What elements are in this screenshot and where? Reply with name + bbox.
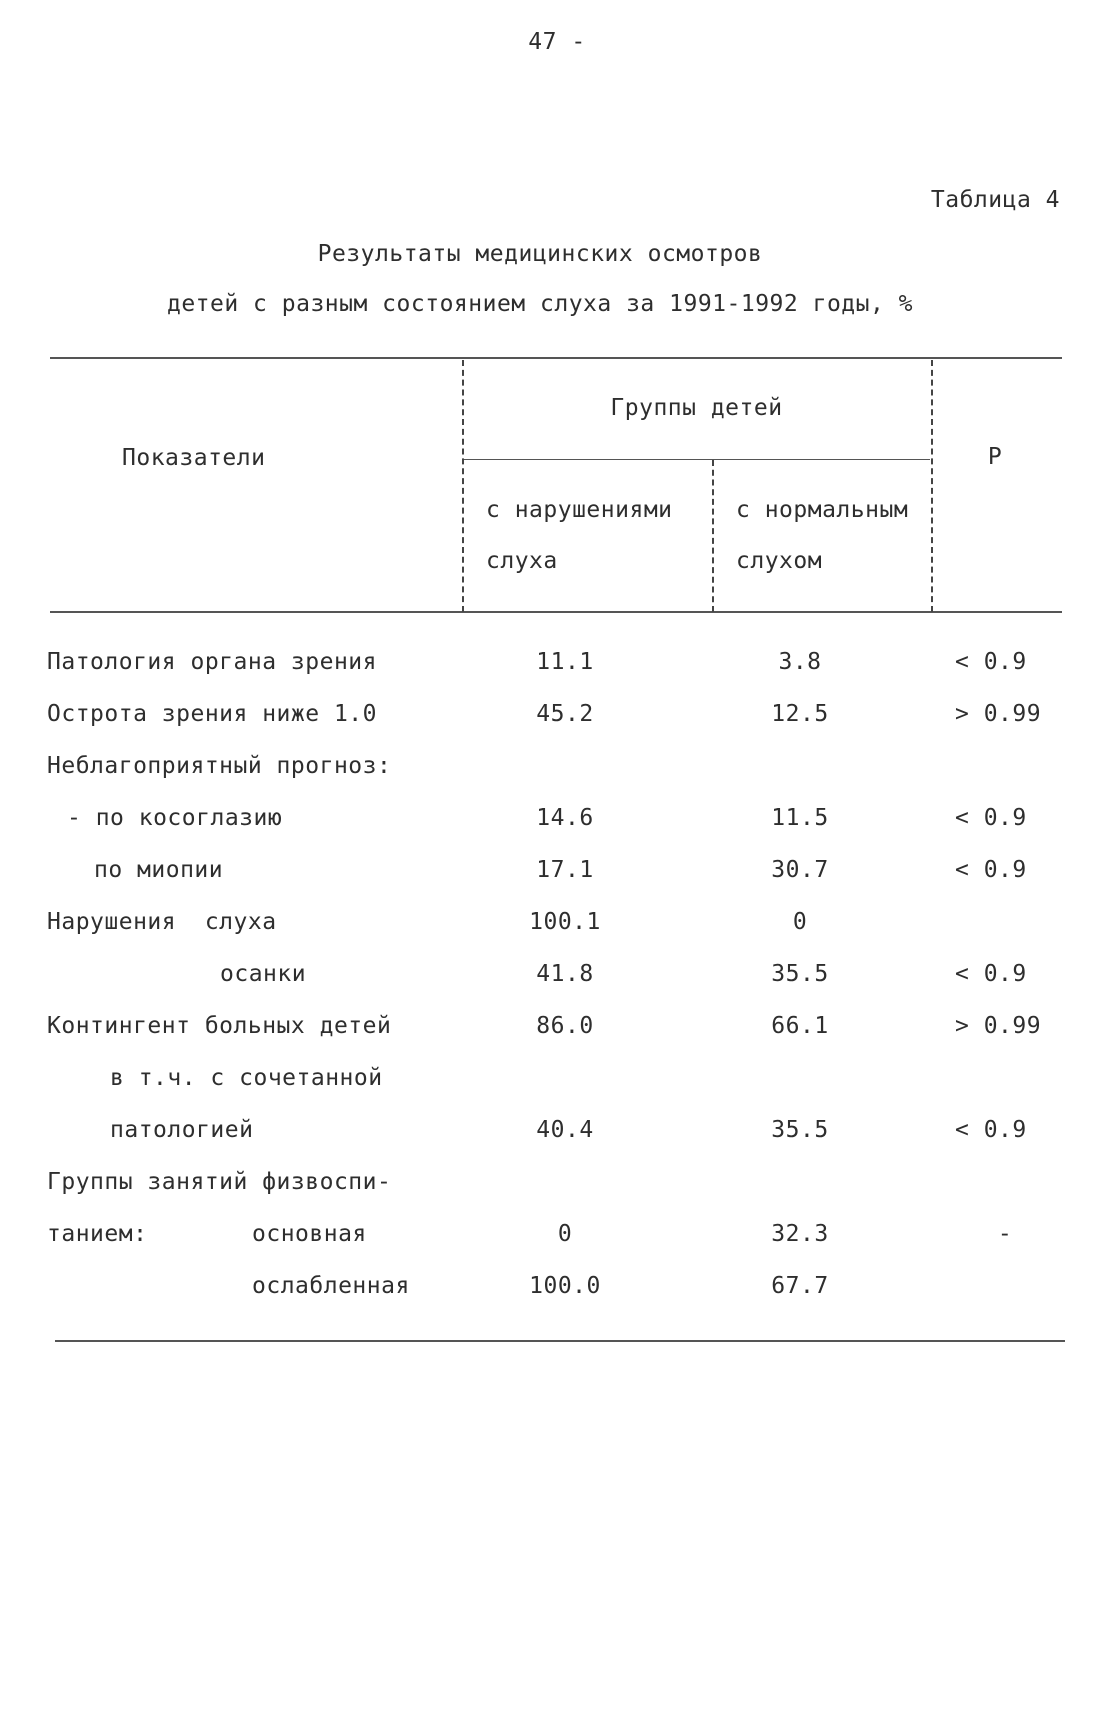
row-p-value: < 0.9: [955, 961, 1027, 987]
header-col2-line2: слухом: [736, 548, 823, 574]
row-value-impaired: 40.4: [536, 1117, 594, 1143]
row-label: по миопии: [94, 857, 224, 883]
header-bottom-rule: [50, 611, 1062, 613]
row-p-value: < 0.9: [955, 857, 1027, 883]
row-label: Группы занятий физвоспи-: [47, 1169, 392, 1195]
header-groups: Группы детей: [610, 395, 783, 421]
header-p: P: [987, 444, 1003, 470]
row-value-impaired: 45.2: [536, 701, 594, 727]
row-value-impaired: 17.1: [536, 857, 594, 883]
table-top-rule: [50, 357, 1062, 359]
column-divider-3: [931, 360, 933, 612]
row-value-normal: 67.7: [771, 1273, 829, 1299]
row-value-impaired: 100.0: [529, 1273, 601, 1299]
row-sublabel: ослабленная: [252, 1273, 410, 1299]
row-value-impaired: 86.0: [536, 1013, 594, 1039]
row-label: танием:: [47, 1221, 148, 1247]
page-number: 47 -: [528, 29, 586, 55]
row-label: Острота зрения ниже 1.0: [47, 701, 377, 727]
row-p-value: -: [997, 1221, 1013, 1247]
row-value-normal: 0: [792, 909, 808, 935]
table-title-line2: детей с разным состоянием слуха за 1991-1992 годы, %: [166, 291, 914, 317]
header-col2-line1: с нормальным: [736, 497, 909, 523]
row-label: Патология органа зрения: [47, 649, 377, 675]
row-label: осанки: [220, 961, 307, 987]
row-value-impaired: 41.8: [536, 961, 594, 987]
row-value-normal: 3.8: [778, 649, 822, 675]
row-value-impaired: 100.1: [529, 909, 601, 935]
row-p-value: < 0.9: [955, 1117, 1027, 1143]
row-p-value: < 0.9: [955, 649, 1027, 675]
row-label: Контингент больных детей: [47, 1013, 392, 1039]
row-label: - по косоглазию: [67, 805, 283, 831]
row-value-normal: 32.3: [771, 1221, 829, 1247]
table-title-line1: Результаты медицинских осмотров: [317, 241, 763, 267]
row-value-normal: 11.5: [771, 805, 829, 831]
header-col1-line1: с нарушениями: [486, 497, 673, 523]
table-bottom-rule: [55, 1340, 1065, 1342]
row-label: Неблагоприятный прогноз:: [47, 753, 392, 779]
row-value-impaired: 0: [557, 1221, 573, 1247]
row-value-normal: 12.5: [771, 701, 829, 727]
row-p-value: > 0.99: [955, 701, 1042, 727]
row-value-normal: 35.5: [771, 961, 829, 987]
header-indicators: Показатели: [122, 445, 266, 471]
row-label: в т.ч. с сочетанной: [110, 1065, 383, 1091]
row-p-value: > 0.99: [955, 1013, 1042, 1039]
row-label: патологией: [110, 1117, 254, 1143]
row-value-normal: 35.5: [771, 1117, 829, 1143]
header-col1-line2: слуха: [486, 548, 558, 574]
row-value-impaired: 14.6: [536, 805, 594, 831]
column-divider-2: [712, 460, 714, 612]
table-label: Таблица 4: [930, 187, 1060, 213]
row-value-impaired: 11.1: [536, 649, 594, 675]
row-p-value: < 0.9: [955, 805, 1027, 831]
row-value-normal: 30.7: [771, 857, 829, 883]
row-label: Нарушения слуха: [47, 909, 277, 935]
groups-underline: [463, 459, 930, 460]
row-sublabel: основная: [252, 1221, 367, 1247]
row-value-normal: 66.1: [771, 1013, 829, 1039]
